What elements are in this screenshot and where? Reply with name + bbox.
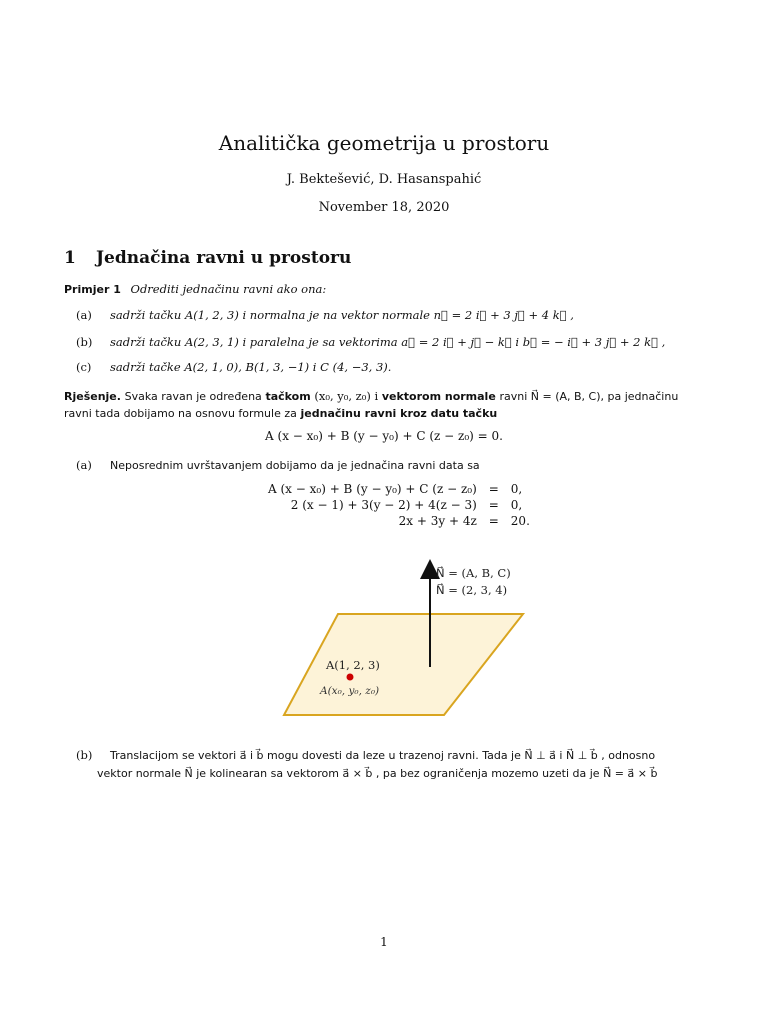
point-a-marker xyxy=(347,674,354,681)
equation-row xyxy=(268,497,530,513)
section-number: 1 xyxy=(64,248,76,268)
part-b-line-2: vektor normale N⃗ je kolinearan sa vektorom a⃗ × b⃗ , pa bez ograničenja mozemo uzeti da je N⃗ = a⃗ × b⃗ xyxy=(97,767,658,780)
solution-bold-3: jednačinu ravni kroz datu tačku xyxy=(300,407,498,420)
example-item-a xyxy=(76,307,756,323)
equation-rhs: 20. xyxy=(510,514,530,528)
part-b-line-1: Translacijom se vektori a⃗ i b⃗ mogu dovesti da leze u trazenoj ravni. Tada je N⃗ ⊥ a⃗ i N⃗ ⊥ b⃗ , odnosno xyxy=(110,749,656,762)
solution-text-3: ravni N⃗ = (A, B, C), pa jednačinu xyxy=(499,390,679,403)
plane-formula: A (x − x₀) + B (y − y₀) + C (z − z₀) = 0. xyxy=(265,429,503,443)
solution-label: Rješenje. xyxy=(64,390,121,403)
normal-label-general: N⃗ = (A, B, C) xyxy=(436,566,511,580)
item-text: sadrži tačke A(2, 1, 0), B(1, 3, −1) i C (4, −3, 3). xyxy=(110,360,392,374)
equation-rhs: 0, xyxy=(510,482,523,496)
solution-text-2: (x₀, y₀, z₀) i xyxy=(314,389,379,403)
item-label: (c) xyxy=(76,360,92,374)
equation-rel: = xyxy=(488,498,499,512)
section-heading xyxy=(64,248,351,268)
aligned-equations xyxy=(268,481,530,529)
equation-lhs: 2 (x − 1) + 3(y − 2) + 4(z − 3) xyxy=(290,498,477,512)
equation-rel: = xyxy=(488,514,499,528)
paper-authors: J. Bektešević, D. Hasanspahić xyxy=(286,172,482,187)
item-text: sadrži tačku A(2, 3, 1) i paralelna je sa vektorima a⃗ = 2 i⃗ + j⃗ − k⃗ i b⃗ = − i⃗ + 3 j⃗ + 2 k⃗ , xyxy=(110,335,666,349)
part-b-continued xyxy=(97,765,737,782)
equation-lhs: A (x − x₀) + B (y − y₀) + C (z − z₀) xyxy=(268,482,477,496)
point-label-general: A(x₀, y₀, z₀) xyxy=(320,685,380,697)
example-item-b xyxy=(76,334,756,350)
paper-date: November 18, 2020 xyxy=(318,200,450,215)
equation-row xyxy=(268,513,530,529)
part-a-intro xyxy=(76,457,756,474)
part-b-label: (b) xyxy=(76,748,93,762)
equation-rel: = xyxy=(488,482,499,496)
solution-text-1: Svaka ravan je određena xyxy=(124,390,262,403)
example-intro-text: Odrediti jednačinu ravni ako ona: xyxy=(130,282,327,296)
section-title: Jednačina ravni u prostoru xyxy=(96,248,352,268)
plane-figure xyxy=(270,555,540,730)
equation-row xyxy=(268,481,530,497)
point-label: A(1, 2, 3) xyxy=(326,658,380,672)
page-number: 1 xyxy=(380,935,388,949)
normal-label-specific: N⃗ = (2, 3, 4) xyxy=(436,583,508,597)
plane-parallelogram xyxy=(284,614,523,715)
solution-bold-2: vektorom normale xyxy=(381,390,496,403)
item-label: (a) xyxy=(76,308,92,322)
equation-rhs: 0, xyxy=(510,498,523,512)
part-a-text: Neposrednim uvrštavanjem dobijamo da je jednačina ravni data sa xyxy=(110,459,480,472)
part-a-label: (a) xyxy=(76,458,92,472)
solution-text-4: ravni tada dobijamo na osnovu formule za xyxy=(64,407,297,420)
solution-bold-1: tačkom xyxy=(265,390,311,403)
item-text: sadrži tačku A(1, 2, 3) i normalna je na vektor normale n⃗ = 2 i⃗ + 3 j⃗ + 4 k⃗ , xyxy=(110,308,574,322)
example-label: Primjer 1 xyxy=(64,283,121,296)
part-b xyxy=(76,747,726,764)
example-item-c xyxy=(76,359,756,375)
item-label: (b) xyxy=(76,335,93,349)
solution-paragraph xyxy=(64,388,714,422)
example-intro xyxy=(64,281,724,298)
paper-title: Analitička geometrija u prostoru xyxy=(218,131,550,155)
equation-lhs: 2x + 3y + 4z xyxy=(398,514,477,528)
